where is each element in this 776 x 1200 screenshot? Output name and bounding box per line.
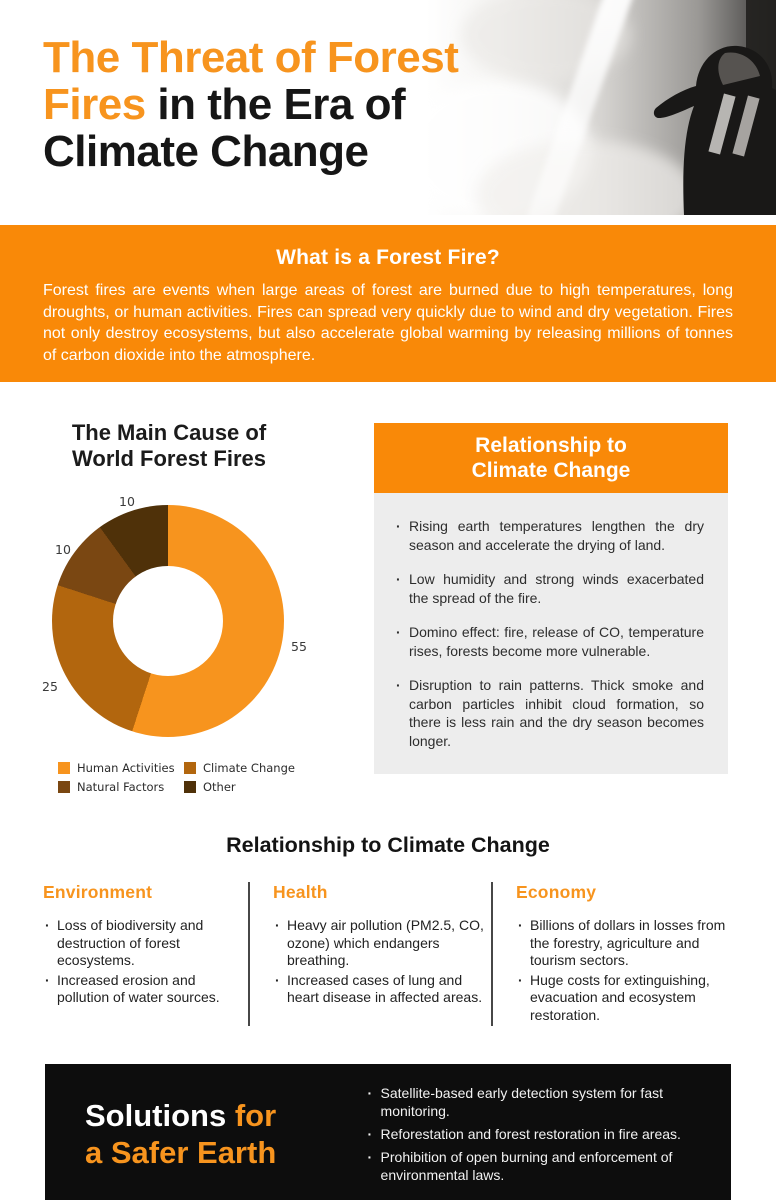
title-line-2-orange: Fires <box>43 80 146 129</box>
chart-legend <box>58 761 295 794</box>
climate-relationship-panel <box>374 423 728 774</box>
solutions-bullet: · Reforestation and forest restoration in fire areas. <box>366 1125 731 1143</box>
firefighter-photo-image <box>426 0 776 215</box>
impact-column-title: Environment <box>43 882 153 902</box>
impacts-section <box>0 833 776 1026</box>
panel-heading-line-1: Relationship to <box>475 434 627 457</box>
solutions-heading <box>85 1097 326 1171</box>
title-line-1: The Threat of Forest <box>43 33 459 82</box>
impact-bullet: · Heavy air pollution (PM2.5, CO, ozone) which endangers breathing. <box>273 917 491 970</box>
intro-heading: What is a Forest Fire? <box>276 246 500 269</box>
solutions-heading-white: Solutions <box>85 1097 227 1133</box>
legend-item-human-activities <box>58 761 184 775</box>
donut-chart <box>52 505 284 737</box>
impact-bullet: · Huge costs for extinguishing, evacuation and ecosystem restoration. <box>516 972 733 1025</box>
solutions-bullet: · Satellite-based early detection system for fast monitoring. <box>366 1084 731 1120</box>
solutions-section <box>45 1064 731 1200</box>
legend-label-climate-change: Climate Change <box>203 761 295 775</box>
impact-bullet-list <box>43 917 248 1007</box>
chart-title <box>38 420 300 472</box>
legend-swatch-climate-change <box>184 762 196 774</box>
middle-section <box>0 415 776 800</box>
legend-item-other <box>184 780 295 794</box>
impact-bullet: · Loss of biodiversity and destruction of forest ecosystems. <box>43 917 248 970</box>
panel-heading <box>374 423 728 493</box>
pie-label-climate-change: 25 <box>42 679 58 694</box>
impact-column-title: Health <box>273 882 328 902</box>
impact-bullet: · Increased cases of lung and heart disease in affected areas. <box>273 972 491 1007</box>
impact-column-economy <box>491 882 733 1026</box>
legend-swatch-human-activities <box>58 762 70 774</box>
legend-swatch-other <box>184 781 196 793</box>
impact-columns <box>43 882 733 1026</box>
panel-bullet: · Domino effect: fire, release of CO, temperature rises, forests become more vulnerable. <box>394 623 704 660</box>
title-line-2-rest: in the Era of <box>145 80 406 129</box>
title-line-3: Climate Change <box>43 127 369 176</box>
impact-column-environment <box>43 882 248 1026</box>
donut-hole <box>113 566 223 676</box>
impacts-heading: Relationship to Climate Change <box>226 833 550 857</box>
solutions-bullet: · Prohibition of open burning and enforcement of environmental laws. <box>366 1148 731 1184</box>
panel-bullet: · Disruption to rain patterns. Thick smoke and carbon particles inhibit cloud formation, so there is less rain and the dry season becomes longer. <box>394 676 704 750</box>
intro-section <box>0 225 776 382</box>
impact-column-health <box>248 882 491 1026</box>
legend-label-human-activities: Human Activities <box>77 761 175 775</box>
chart-title-line-1: The Main Cause of <box>71 420 267 445</box>
solutions-bullet-list <box>366 1084 731 1184</box>
legend-label-natural-factors: Natural Factors <box>77 780 165 794</box>
impact-bullet-list <box>516 917 733 1024</box>
panel-bullet: · Rising earth temperatures lengthen the dry season and accelerate the drying of land. <box>394 517 704 554</box>
impact-column-title: Economy <box>516 882 597 902</box>
panel-heading-line-2: Climate Change <box>471 459 631 482</box>
legend-item-climate-change <box>184 761 295 775</box>
pie-label-other: 10 <box>119 494 135 509</box>
solutions-heading-orange: for <box>226 1097 277 1133</box>
impact-bullet: · Increased erosion and pollution of water sources. <box>43 972 248 1007</box>
impact-bullet-list <box>273 917 491 1007</box>
pie-label-human-activities: 55 <box>291 639 307 654</box>
panel-bullet: · Low humidity and strong winds exacerbated the spread of the fire. <box>394 570 704 607</box>
impact-bullet: · Billions of dollars in losses from the forestry, agriculture and tourism sectors. <box>516 917 733 970</box>
chart-title-line-2: World Forest Fires <box>72 446 266 471</box>
legend-swatch-natural-factors <box>58 781 70 793</box>
legend-item-natural-factors <box>58 780 184 794</box>
page-title <box>43 34 458 175</box>
legend-label-other: Other <box>203 780 236 794</box>
solutions-heading-line-2: a Safer Earth <box>85 1134 277 1170</box>
intro-paragraph: Forest fires are events when large areas of forest are burned due to high temperatures, long droughts, or human activities. Fires can spread very quickly due to wind and dry vegetation. Fires not only destroy ecosystems, but also accelerate global warming by releasing millions of tonnes of carbon dioxide into the atmosphere. <box>43 282 733 364</box>
hero-header <box>0 0 776 215</box>
pie-label-natural-factors: 10 <box>55 542 71 557</box>
panel-bullet-list <box>374 493 728 774</box>
